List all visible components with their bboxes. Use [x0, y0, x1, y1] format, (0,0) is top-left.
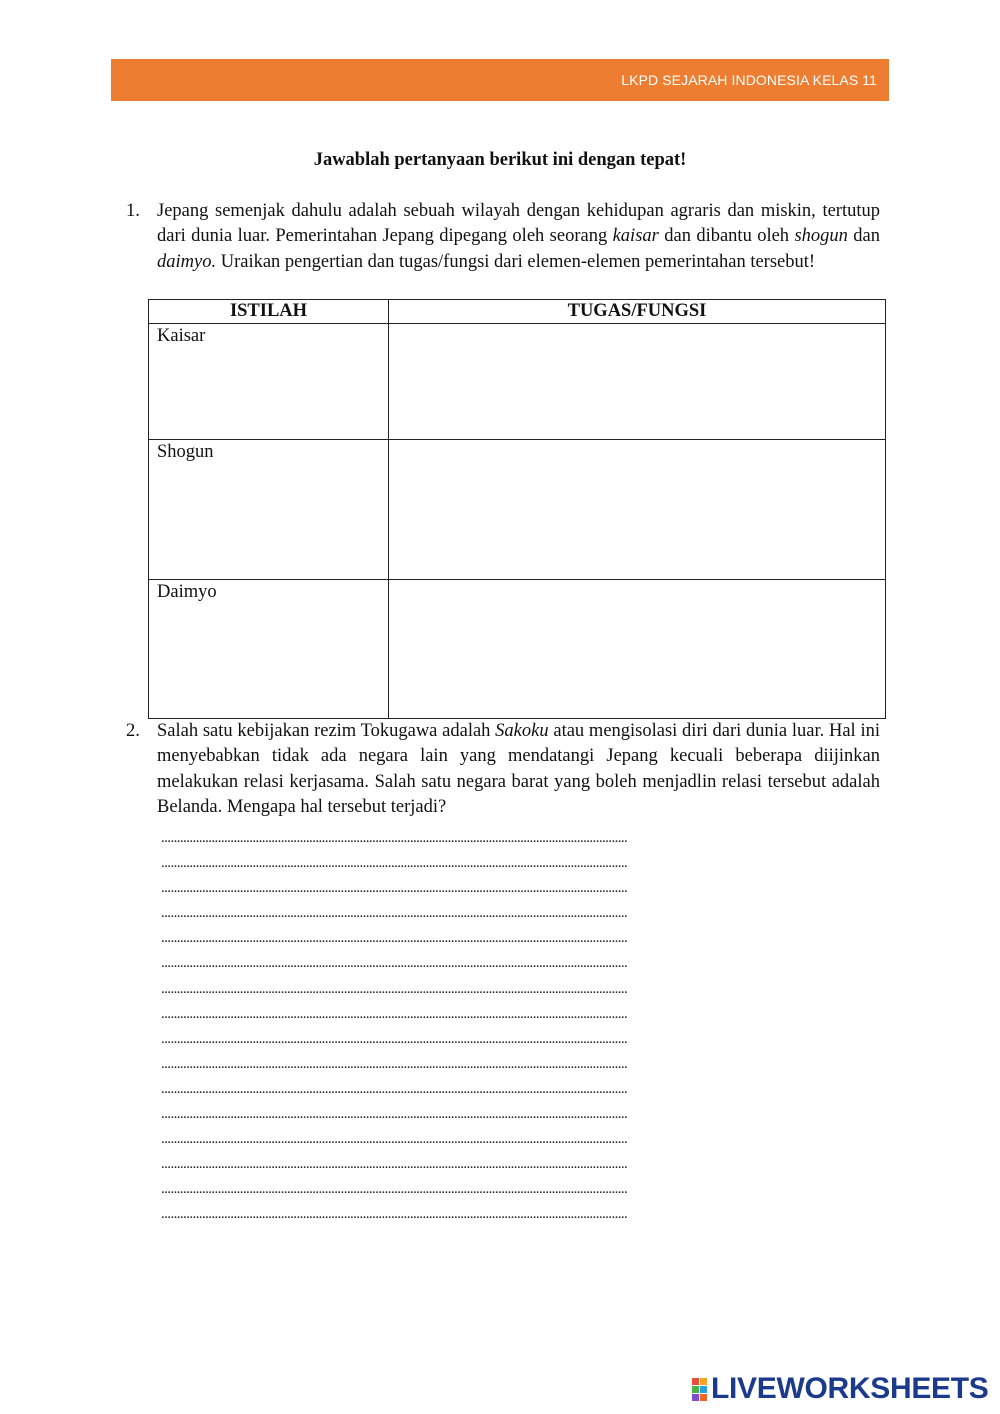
- logo-square: [700, 1386, 707, 1393]
- answer-cell-daimyo[interactable]: [389, 580, 886, 719]
- liveworksheets-logo-icon: [692, 1378, 707, 1401]
- header-bar: [111, 59, 889, 101]
- header-title: LKPD SEJARAH INDONESIA KELAS 11: [621, 72, 877, 88]
- answer-line[interactable]: ....................................................................................................................................................: [161, 980, 628, 997]
- logo-square: [692, 1386, 699, 1393]
- logo-square: [692, 1394, 699, 1401]
- table-row: [149, 324, 886, 440]
- question-2-text: Salah satu kebijakan rezim Tokugawa adalah Sakoku atau mengisolasi diri dari dunia luar. Hal ini menyebabkan tidak ada negara lain yang mendatangi Jepang kecuali beberapa diijinkan melakukan relasi kerjasama. Salah satu negara barat yang boleh menjadlin relasi tersebut adalah Belanda. Mengapa hal tersebut terjadi?: [157, 721, 880, 817]
- answer-line[interactable]: ....................................................................................................................................................: [161, 1055, 628, 1072]
- answer-lines[interactable]: [161, 826, 833, 1228]
- answer-cell-shogun[interactable]: [389, 440, 886, 580]
- logo-square: [692, 1378, 699, 1385]
- answer-line[interactable]: ....................................................................................................................................................: [161, 1156, 628, 1173]
- question-2: [124, 719, 880, 820]
- header-istilah: ISTILAH: [149, 300, 389, 324]
- term-daimyo: Daimyo: [149, 580, 389, 719]
- answer-line[interactable]: ....................................................................................................................................................: [161, 1206, 628, 1223]
- answer-line[interactable]: ....................................................................................................................................................: [161, 930, 628, 947]
- liveworksheets-brand[interactable]: [692, 1374, 989, 1404]
- question-1: [124, 199, 880, 275]
- answer-line[interactable]: ....................................................................................................................................................: [161, 1181, 628, 1198]
- answer-line[interactable]: ....................................................................................................................................................: [161, 1080, 628, 1097]
- answer-line[interactable]: ....................................................................................................................................................: [161, 855, 628, 872]
- term-kaisar: Kaisar: [149, 324, 389, 440]
- term-shogun: Shogun: [149, 440, 389, 580]
- question-1-number: 1.: [126, 201, 140, 221]
- header-tugas-fungsi: TUGAS/FUNGSI: [389, 300, 886, 324]
- answer-line[interactable]: ....................................................................................................................................................: [161, 1030, 628, 1047]
- answer-line[interactable]: ....................................................................................................................................................: [161, 830, 628, 846]
- answer-line[interactable]: ....................................................................................................................................................: [161, 1106, 628, 1123]
- question-2-number: 2.: [126, 721, 140, 741]
- logo-square: [700, 1394, 707, 1401]
- answer-line[interactable]: ....................................................................................................................................................: [161, 880, 628, 897]
- instruction-heading: Jawablah pertanyaan berikut ini dengan tepat!: [313, 150, 687, 170]
- answer-line[interactable]: ....................................................................................................................................................: [161, 1131, 628, 1148]
- table-header-row: [149, 300, 886, 324]
- answer-table: [148, 299, 886, 719]
- question-1-text: Jepang semenjak dahulu adalah sebuah wilayah dengan kehidupan agraris dan miskin, tertutup dari dunia luar. Pemerintahan Jepang dipegang oleh seorang kaisar dan dibantu oleh shogun dan daimyo. Uraikan pengertian dan tugas/fungsi dari elemen-elemen pemerintahan tersebut!: [157, 201, 880, 272]
- answer-line[interactable]: ....................................................................................................................................................: [161, 905, 628, 922]
- table-row: [149, 440, 886, 580]
- answer-line[interactable]: ....................................................................................................................................................: [161, 955, 628, 972]
- table-row: [149, 580, 886, 719]
- logo-square: [700, 1378, 707, 1385]
- brand-name: LIVEWORKSHEETS: [711, 1372, 989, 1405]
- answer-cell-kaisar[interactable]: [389, 324, 886, 440]
- answer-line[interactable]: ....................................................................................................................................................: [161, 1005, 628, 1022]
